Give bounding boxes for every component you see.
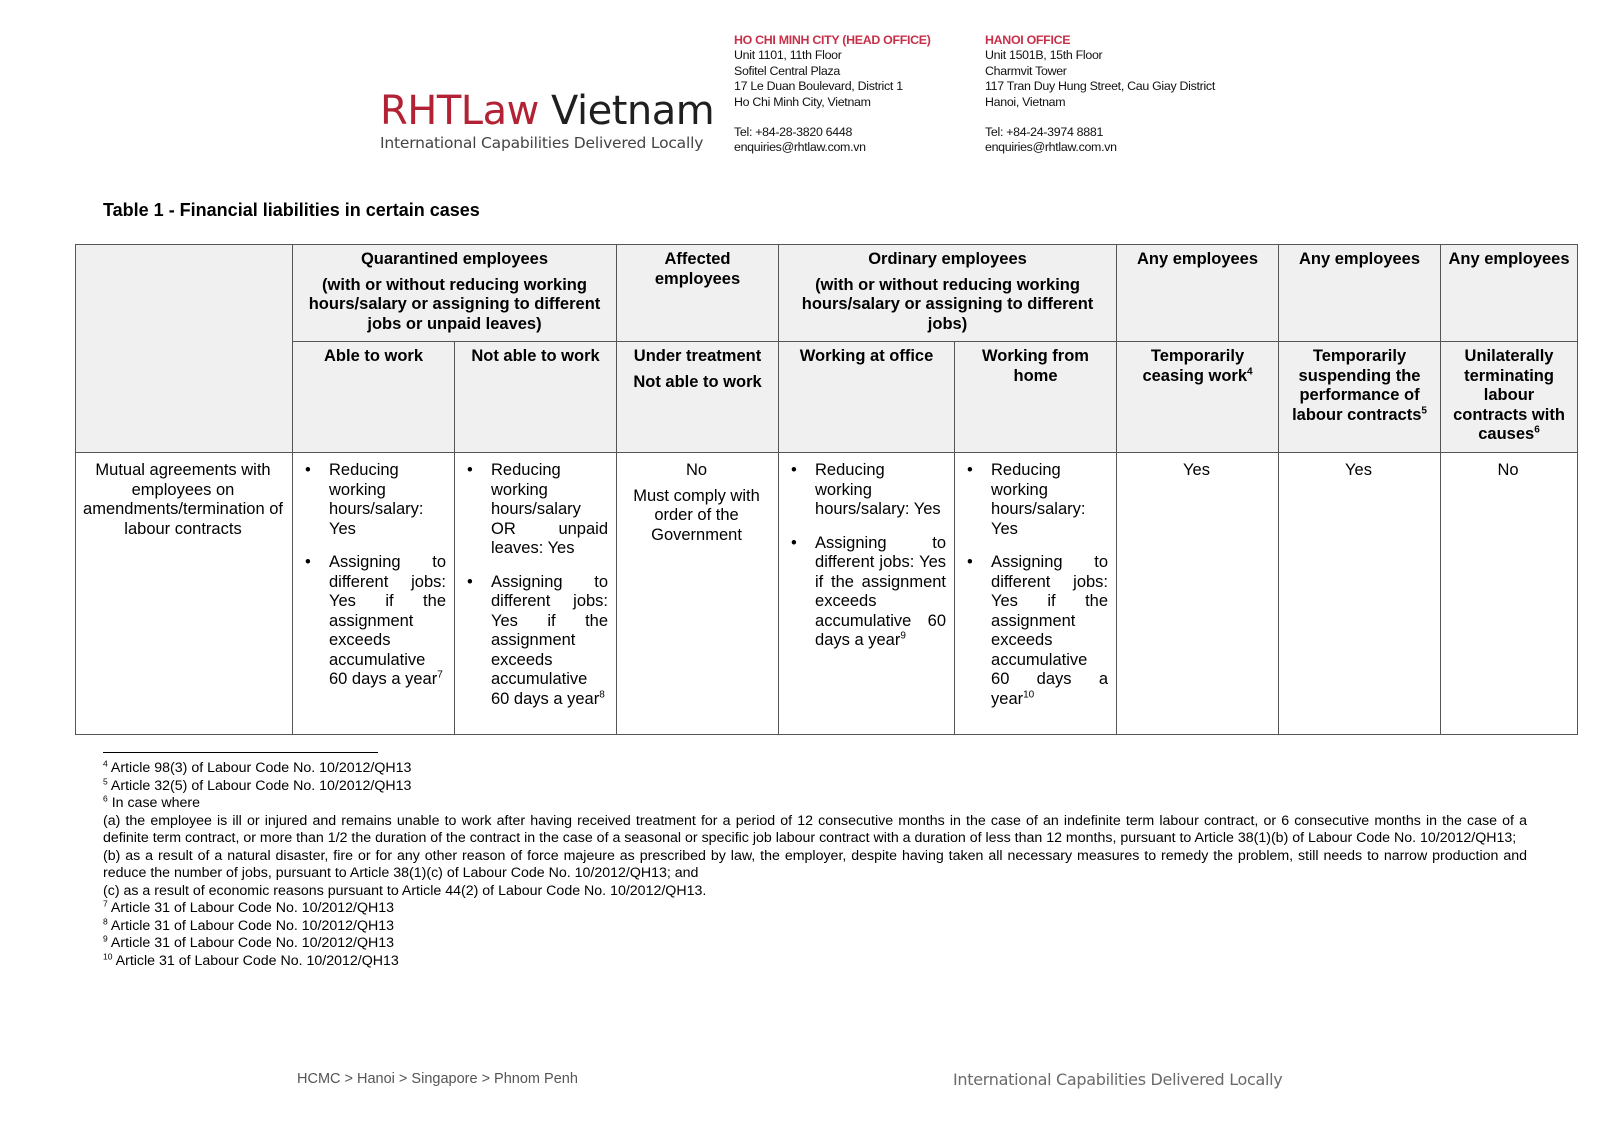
footnote-ref: 7	[437, 669, 443, 681]
footnote	[103, 775, 1527, 796]
footnote	[103, 760, 1527, 778]
corner-header-cell	[76, 245, 293, 453]
cell-text: Must comply with order of the Government	[633, 486, 760, 544]
list-item: • Reducing working hours/salary OR unpaid leaves: Yes	[461, 461, 608, 559]
footnote	[103, 915, 1527, 936]
unilaterally-terminating-cell: No	[1441, 453, 1578, 735]
footnote-text: (c) as a result of economic reasons pursuant to Article 44(2) of Labour Code No. 10/2012/QH13.	[103, 882, 707, 899]
hanoi-office-block	[985, 33, 1215, 156]
list-item: • Reducing working hours/salary: Yes	[961, 461, 1108, 539]
logo-wordmark	[380, 88, 715, 134]
footnote-ref: 5	[1421, 405, 1427, 416]
hcm-office-block	[734, 33, 931, 156]
footnote-number: 5	[103, 775, 108, 786]
footer-locations: HCMC > Hanoi > Singapore > Phnom Penh	[297, 1071, 578, 1087]
working-at-office-header: Working at office	[779, 342, 955, 453]
hanoi-tel: Tel: +84-24-3974 8881	[985, 125, 1104, 140]
footnote-text: Article 31 of Labour Code No. 10/2012/QH13	[115, 952, 399, 969]
any-employees-header: Any employees	[1279, 245, 1441, 342]
footnote-text: (a) the employee is ill or injured and remains unable to work after having received treatment for a period of 12 consecutive months in the case of an indefinite term labour contract, or 6 consecutive months in the case of a definite term contract, or more than 1/2 the duration of the contract in the case of a seasonal or specific job labour contract with a duration of less than 12 months, pursuant to Article 38(1)(b) of Labour Code No. 10/2012/QH13;	[103, 812, 1527, 846]
ordinary-group-header	[779, 245, 1117, 342]
subhead-line: Not able to work	[633, 372, 762, 391]
list-item: • Reducing working hours/salary: Yes	[785, 461, 946, 520]
footnote-number: 9	[103, 933, 108, 944]
quarantined-group-header	[293, 245, 617, 342]
hanoi-address-line: Charmvit Tower	[985, 63, 1067, 78]
footnote-separator	[103, 752, 378, 753]
footnote-ref: 10	[1023, 689, 1035, 700]
hcm-address-line: 17 Le Duan Boulevard, District 1	[734, 79, 903, 94]
temporarily-suspending-header: Temporarily suspending the performance of labour contracts$^5$	[1279, 342, 1441, 453]
temporarily-ceasing-header: Temporarily ceasing work$^4$	[1117, 342, 1279, 453]
list-item: • Assigning to different jobs: Yes if the assignment exceeds accumulative 60 days a year$^{10}$	[961, 553, 1108, 709]
hcm-address-line: Unit 1101, 11th Floor	[734, 48, 842, 63]
affected-group-header	[617, 245, 779, 342]
footnote-ref: 8	[599, 689, 605, 700]
table-row	[76, 453, 1578, 735]
temporarily-ceasing-cell: Yes	[1117, 453, 1279, 735]
any-employees-header: Any employees	[1441, 245, 1578, 342]
hanoi-address-line: Unit 1501B, 15th Floor	[985, 48, 1103, 63]
footnote-ref: 9	[900, 630, 906, 642]
subhead-line: Under treatment	[633, 347, 762, 365]
footnote-text: Article 98(3) of Labour Code No. 10/2012/QH13	[110, 760, 412, 776]
group-title: Quarantined employees	[360, 250, 549, 268]
footnote-ref: 6	[1534, 424, 1540, 436]
liabilities-table	[75, 244, 1578, 735]
group-title: Affected employees	[654, 250, 741, 288]
footnote	[103, 813, 1527, 848]
footnote-number: 4	[103, 758, 108, 769]
hcm-address-line: Ho Chi Minh City, Vietnam	[734, 94, 871, 109]
footnote-ref: 4	[1247, 366, 1253, 377]
list-item: • Assigning to different jobs: Yes if the assignment exceeds accumulative 60 days a year$^7$	[299, 553, 446, 690]
footnote-text: (b) as a result of a natural disaster, fire or for any other reason of force majeure as prescribed by law, the employer, despite having taken all necessary measures to remedy the problem, still needs to narrow production and reduce the number of jobs, pursuant to Article 38(1)(c) of Labour Code No. 10/2012/QH13; and	[103, 847, 1527, 881]
footnote	[103, 935, 1527, 953]
temporarily-suspending-cell: Yes	[1279, 453, 1441, 735]
row-label: Mutual agreements with employees on amendments/termination of labour contracts	[76, 453, 293, 735]
group-title: Ordinary employees	[868, 250, 1027, 268]
company-logo	[380, 88, 715, 152]
footnote-text: Article 31 of Labour Code No. 10/2012/QH13	[110, 900, 395, 916]
group-subtitle: (with or without reducing working hours/salary or assigning to different jobs or unpaid leaves)	[308, 275, 601, 333]
working-at-office-cell	[779, 453, 955, 735]
unilaterally-terminating-header: Unilaterally terminating labour contracts with causes$^6$	[1441, 342, 1578, 453]
footnote-text: Article 32(5) of Labour Code No. 10/2012/QH13	[110, 777, 412, 794]
footer-tagline: International Capabilities Delivered Locally	[953, 1070, 1283, 1089]
working-from-home-cell	[955, 453, 1117, 735]
footnote	[103, 950, 1527, 971]
hanoi-email: enquiries@rhtlaw.com.vn	[985, 140, 1117, 155]
list-item: • Assigning to different jobs: Yes if the assignment exceeds accumulative 60 days a year$^8$	[461, 573, 608, 710]
able-to-work-header: Able to work	[293, 342, 455, 453]
table-title: Table 1 - Financial liabilities in certain cases	[103, 200, 480, 220]
footnote	[103, 883, 1527, 901]
logo-tagline: International Capabilities Delivered Locally	[380, 134, 704, 152]
hcm-address-line: Sofitel Central Plaza	[734, 63, 840, 78]
footnote	[103, 795, 1527, 813]
any-employees-header: Any employees	[1117, 245, 1279, 342]
list-item: • Assigning to different jobs: Yes if the assignment exceeds accumulative 60 days a year$^9$	[785, 534, 946, 651]
working-from-home-header: Working from home	[955, 342, 1117, 453]
hcm-email: enquiries@rhtlaw.com.vn	[734, 140, 866, 155]
footnote-number: 8	[103, 915, 108, 926]
able-to-work-cell	[293, 453, 455, 735]
footnote	[103, 848, 1527, 883]
footnote-number: 6	[103, 793, 108, 804]
under-treatment-header	[617, 342, 779, 453]
footnote	[103, 900, 1527, 918]
footnote-text: In case where	[111, 795, 201, 811]
hanoi-address-line: 117 Tran Duy Hung Street, Cau Giay District	[985, 79, 1215, 94]
footnote-number: 7	[103, 898, 108, 909]
hcm-office-title: HO CHI MINH CITY (HEAD OFFICE)	[734, 33, 931, 47]
footnote-number: 10	[103, 950, 113, 961]
hcm-tel: Tel: +84-28-3820 6448	[734, 125, 853, 140]
group-subtitle: (with or without reducing working hours/salary or assigning to different jobs)	[801, 275, 1094, 333]
under-treatment-cell	[617, 453, 779, 735]
logo-brand-red: RHTLaw	[380, 88, 539, 134]
footnote-text: Article 31 of Labour Code No. 10/2012/QH13	[110, 935, 395, 951]
logo-brand-dark: Vietnam	[538, 88, 715, 134]
hanoi-address-line: Hanoi, Vietnam	[985, 94, 1066, 109]
list-item: • Reducing working hours/salary: Yes	[299, 461, 446, 539]
footnote-text: Article 31 of Labour Code No. 10/2012/QH13	[110, 917, 395, 934]
footnotes	[103, 760, 1527, 970]
hanoi-office-title: HANOI OFFICE	[985, 33, 1071, 47]
not-able-to-work-header: Not able to work	[455, 342, 617, 453]
cell-text: No	[685, 461, 708, 479]
not-able-to-work-cell	[455, 453, 617, 735]
